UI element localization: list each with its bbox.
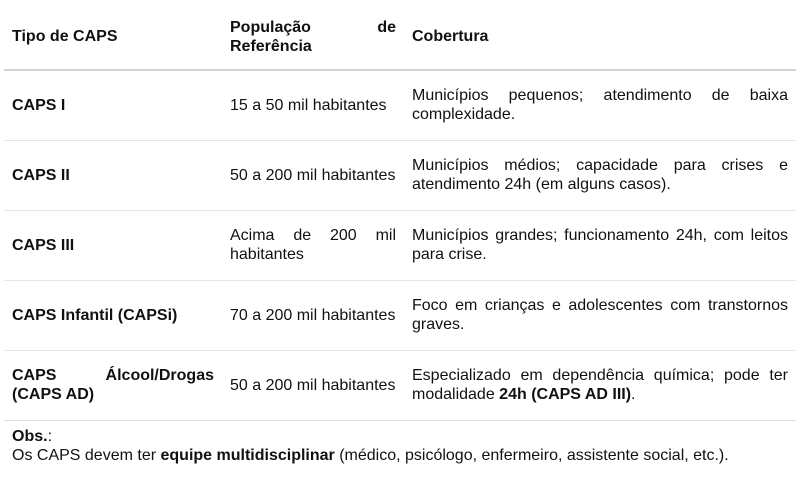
observation-title: Obs.: [12, 428, 48, 445]
observation-text-suffix: (médico, psicólogo, enfermeiro, assistente social, etc.).: [334, 447, 729, 464]
header-populacao-line2: Referência: [230, 37, 312, 55]
cell-populacao: 70 a 200 mil habitantes: [230, 306, 396, 324]
table-row: [4, 210, 796, 280]
header-cobertura: Cobertura: [404, 4, 796, 70]
table-header: [4, 4, 796, 70]
observation-heading: [12, 427, 790, 446]
cell-populacao: Acima de 200 mil habitantes: [230, 227, 396, 263]
cobertura-text: Especializado em dependência química; pode ter modalidade: [412, 367, 788, 403]
table-row: [4, 140, 796, 210]
observation-text-prefix: Os CAPS devem ter: [12, 447, 161, 464]
observation-colon: :: [47, 428, 53, 445]
cell-cobertura: Municípios médios; capacidade para crises e atendimento 24h (em alguns casos).: [412, 157, 788, 193]
cell-tipo: CAPS Álcool/Drogas (CAPS AD): [12, 367, 214, 403]
table-body: [4, 70, 796, 420]
table-row: [4, 70, 796, 140]
cell-tipo: CAPS Infantil (CAPSi): [12, 306, 178, 324]
cell-cobertura: [404, 350, 796, 420]
cell-tipo: CAPS I: [12, 96, 66, 114]
cell-tipo: CAPS II: [12, 166, 70, 184]
header-tipo: Tipo de CAPS: [4, 4, 222, 70]
cell-tipo: CAPS III: [12, 236, 75, 254]
cobertura-suffix: .: [631, 386, 636, 403]
observation-note: [12, 427, 790, 465]
cobertura-bold-text: 24h (CAPS AD III): [499, 386, 632, 403]
caps-table: [4, 4, 796, 421]
header-populacao: [222, 4, 404, 70]
observation-text-bold: equipe multidisciplinar: [160, 447, 335, 464]
cell-cobertura: Foco em crianças e adolescentes com transtornos graves.: [412, 297, 788, 333]
observation-text: [12, 446, 790, 465]
table-row: [4, 280, 796, 350]
cell-cobertura: Municípios grandes; funcionamento 24h, com leitos para crise.: [412, 227, 788, 263]
cell-populacao: 50 a 200 mil habitantes: [230, 166, 396, 184]
table-row: [4, 350, 796, 420]
cell-populacao: 50 a 200 mil habitantes: [230, 376, 396, 394]
header-row: [4, 4, 796, 70]
header-populacao-line1: População de: [230, 18, 396, 36]
cell-populacao: 15 a 50 mil habitantes: [230, 96, 387, 114]
cell-cobertura: Municípios pequenos; atendimento de baixa complexidade.: [412, 87, 788, 124]
